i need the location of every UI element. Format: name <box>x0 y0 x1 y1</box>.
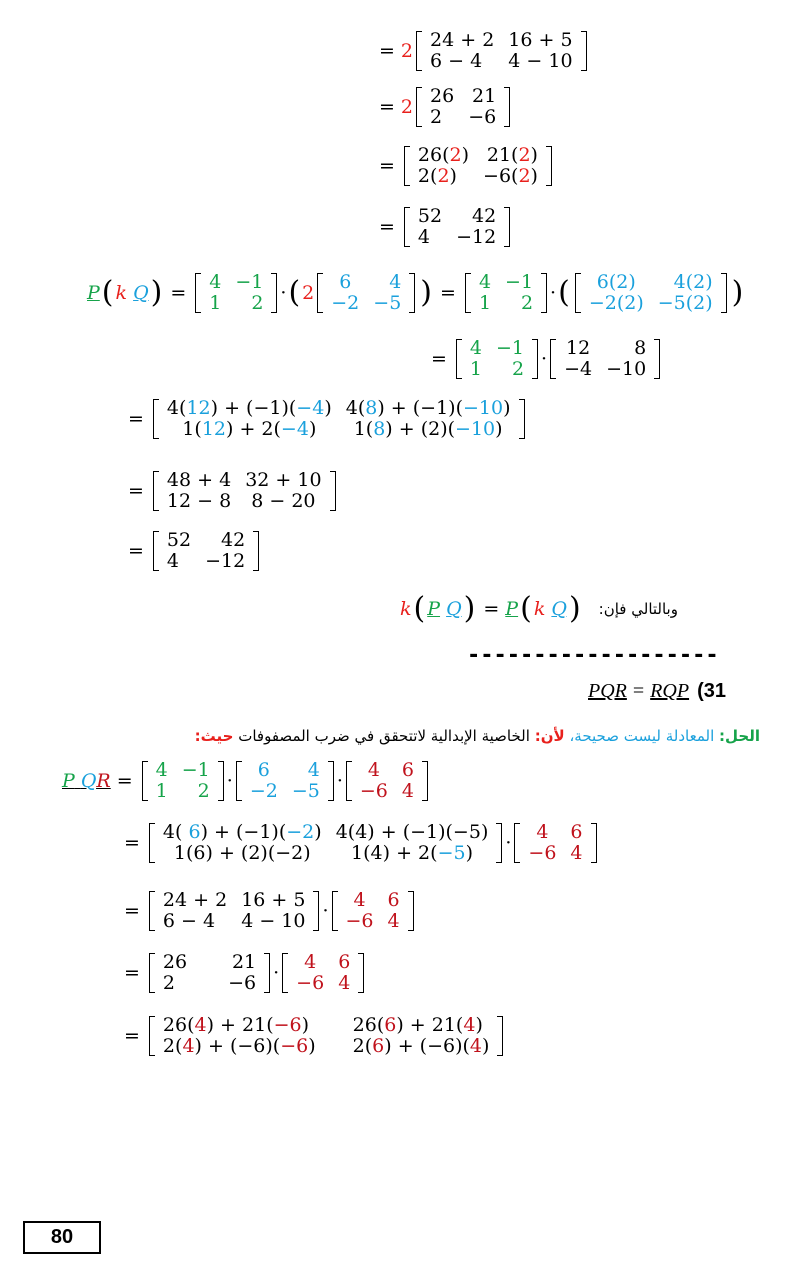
matrix-cell: 2 <box>251 292 264 314</box>
step-row-7 <box>122 398 528 440</box>
matrix-cell: 6 − 4 <box>430 50 483 72</box>
matrix-cell: −6(2) <box>483 165 538 187</box>
dot-operator: · <box>280 282 287 304</box>
matrix-cell: 2 <box>430 106 443 128</box>
paren-open: ( <box>520 591 532 626</box>
matrix-cell: 8 <box>634 337 647 359</box>
matrix-cell: 12 − 8 <box>166 490 232 512</box>
matrix-cell: 26(6) + 21(4) <box>352 1014 483 1036</box>
matrix-cell: 6 <box>338 951 351 973</box>
conclusion-label: وبالتالي فإن: <box>598 600 678 618</box>
matrix-cell: 4 − 10 <box>508 50 573 72</box>
because-label: لأن: <box>534 727 565 745</box>
matrix-cell: 1 <box>478 292 492 314</box>
matrix-cell: 4 <box>209 271 222 293</box>
matrix-cell: 52 <box>166 529 192 551</box>
solution-row-3 <box>118 890 417 932</box>
matrix-cell: 24 + 2 <box>430 29 495 51</box>
page-number: 80 <box>23 1221 101 1254</box>
matrix-cell: 48 + 4 <box>166 469 232 491</box>
matrix-p <box>456 338 538 380</box>
matrix-cell: −2 <box>331 292 360 314</box>
matrix-cell: 4 <box>570 842 583 864</box>
problem-lhs: PQR <box>588 680 627 702</box>
paren-open: ( <box>413 591 426 626</box>
paren-close: ) <box>731 275 744 310</box>
matrix-cell: 6 <box>339 271 352 293</box>
matrix-cell: 6 <box>257 759 270 781</box>
paren-open: ( <box>101 275 114 310</box>
matrix-kq <box>575 272 727 314</box>
var-k: k <box>400 598 412 620</box>
step-row-4 <box>373 206 513 248</box>
equals-sign: = <box>440 282 456 304</box>
matrix-cell: 4 <box>478 271 492 293</box>
matrix-cell: 12 <box>565 337 591 359</box>
paren-close: ) <box>150 275 163 310</box>
equals-sign: = <box>379 155 395 177</box>
matrix-cell: 32 + 10 <box>245 469 322 491</box>
where-label: حيث: <box>194 727 234 745</box>
solution-row-1 <box>62 760 431 802</box>
problem-number: (31 <box>697 680 726 702</box>
dot-operator: · <box>322 900 329 922</box>
var-p: P <box>427 598 441 620</box>
paren-open: ( <box>558 275 570 310</box>
solution-row-2 <box>118 822 600 864</box>
matrix-cell: 4 <box>307 759 320 781</box>
paren-close: ) <box>568 591 581 626</box>
matrix-cell: 2(6) + (−6)(4) <box>352 1035 490 1057</box>
dot-operator: · <box>505 832 512 854</box>
matrix-cell: 52 <box>417 205 443 227</box>
var-p: P <box>87 282 100 304</box>
var-k: k <box>115 282 128 304</box>
matrix-r <box>514 822 596 864</box>
equals-sign: = <box>124 832 140 854</box>
equals-sign: = <box>116 770 133 792</box>
equals-sign: = <box>124 962 140 984</box>
matrix-cell: 26(2) <box>417 144 470 166</box>
matrix-cell: 1(6) + (2)(−2) <box>173 842 311 864</box>
matrix-cell: 4 <box>338 972 351 994</box>
matrix-cell: 1(8) + (2)(−10) <box>353 418 503 440</box>
equals-sign: = <box>379 216 395 238</box>
matrix <box>416 86 510 128</box>
matrix-cell: 4 <box>417 226 431 248</box>
matrix-cell: 6 <box>570 821 583 843</box>
matrix-cell: 2(4) + (−6)(−6) <box>162 1035 316 1057</box>
scalar: 2 <box>400 40 414 62</box>
matrix-cell: 21(2) <box>486 144 538 166</box>
matrix-cell: 4(4) + (−1)(−5) <box>335 821 489 843</box>
equals-sign: = <box>124 900 140 922</box>
matrix-cell: 4 <box>401 780 414 802</box>
matrix-cell: −6 <box>528 842 557 864</box>
paren-open: ( <box>288 275 301 310</box>
matrix-p <box>195 272 277 314</box>
var-q: Q <box>446 598 462 620</box>
matrix-cell: 4 <box>536 821 549 843</box>
matrix-cell: 4 <box>469 337 483 359</box>
matrix-cell: 26 <box>430 85 455 107</box>
matrix-cell: 1(4) + 2(−5) <box>351 842 473 864</box>
matrix-cell: −1 <box>496 337 525 359</box>
matrix-p <box>465 272 547 314</box>
equals-sign: = <box>128 408 144 430</box>
matrix <box>550 338 660 380</box>
matrix-cell: −5(2) <box>657 292 713 314</box>
matrix-cell: 2 <box>197 780 210 802</box>
matrix-cell: 21 <box>472 85 497 107</box>
step-row-9 <box>122 530 262 572</box>
problem-31 <box>588 680 726 703</box>
matrix-cell: 4 <box>304 951 317 973</box>
matrix <box>149 952 270 994</box>
matrix <box>416 30 587 72</box>
step-row-5 <box>87 272 745 314</box>
matrix-cell: −6 <box>228 972 257 994</box>
matrix-cell: −6 <box>468 106 497 128</box>
paren-close: ) <box>420 275 433 310</box>
matrix-cell: 6 − 4 <box>162 910 216 932</box>
matrix-cell: 4( 6) + (−1)(−2) <box>162 821 322 843</box>
matrix-cell: 4 <box>387 910 400 932</box>
matrix-cell: −4 <box>564 358 593 380</box>
expression-pqr: P QR <box>62 770 111 792</box>
solution-row-5 <box>118 1015 506 1057</box>
matrix <box>149 890 320 932</box>
matrix-cell: 4 − 10 <box>241 910 306 932</box>
matrix-cell: −6 <box>345 910 374 932</box>
conclusion-row <box>400 591 678 626</box>
equals-sign: = <box>379 40 395 62</box>
matrix <box>153 470 336 512</box>
matrix-cell: 26 <box>162 951 188 973</box>
matrix-cell: 4(12) + (−1)(−4) <box>166 397 332 419</box>
var-q: Q <box>551 598 567 620</box>
matrix-cell: 42 <box>472 205 497 227</box>
dot-operator: · <box>550 282 557 304</box>
matrix-cell: 2(2) <box>417 165 457 187</box>
matrix-cell: −6 <box>359 780 388 802</box>
matrix-cell: −2 <box>249 780 278 802</box>
solution-text <box>195 727 760 745</box>
solution-label: الحل: <box>719 727 760 745</box>
matrix-cell: 6 <box>387 889 400 911</box>
matrix-p <box>142 760 224 802</box>
matrix-cell: 26(4) + 21(−6) <box>162 1014 310 1036</box>
matrix-cell: 4 <box>367 759 380 781</box>
var-p: P <box>505 598 519 620</box>
matrix-r <box>282 952 364 994</box>
dot-operator: · <box>336 770 343 792</box>
equals-sign: = <box>431 348 447 370</box>
solution-reason: الخاصية الإبدالية لاتتحقق في ضرب المصفوفات <box>238 727 530 745</box>
matrix-cell: −1 <box>181 759 210 781</box>
matrix-cell: 21 <box>231 951 257 973</box>
equals-sign: = <box>632 680 645 702</box>
matrix <box>149 822 502 864</box>
matrix-cell: 2 <box>520 292 534 314</box>
dot-operator: · <box>273 962 280 984</box>
matrix-cell: 1(12) + 2(−4) <box>182 418 317 440</box>
equals-sign: = <box>170 282 187 304</box>
matrix-cell: 42 <box>221 529 246 551</box>
matrix-r <box>346 760 428 802</box>
matrix-cell: 4(8) + (−1)(−10) <box>345 397 511 419</box>
matrix-cell: −12 <box>205 550 246 572</box>
matrix-cell: 4 <box>166 550 180 572</box>
matrix-cell: −5 <box>373 292 402 314</box>
matrix-cell: 2 <box>162 972 176 994</box>
solution-row-4 <box>118 952 367 994</box>
matrix-cell: −6 <box>296 972 325 994</box>
matrix-cell: −1 <box>505 271 534 293</box>
matrix-cell: −10 <box>606 358 647 380</box>
var-k: k <box>533 598 546 620</box>
matrix-r <box>332 890 414 932</box>
matrix-cell: 16 + 5 <box>241 889 306 911</box>
problem-rhs: RQP <box>650 680 690 702</box>
matrix <box>404 206 510 248</box>
matrix-cell: 4 <box>389 271 402 293</box>
dot-operator: · <box>226 770 233 792</box>
matrix-cell: −1 <box>235 271 264 293</box>
equals-sign: = <box>124 1025 140 1047</box>
step-row-1 <box>373 30 590 72</box>
step-row-3 <box>373 145 555 187</box>
matrix-cell: 6 <box>401 759 414 781</box>
matrix-cell: 1 <box>209 292 222 314</box>
scalar: 2 <box>302 282 315 304</box>
solution-statement: المعادلة ليست صحيحة، <box>569 727 715 745</box>
matrix-cell: 4(2) <box>673 271 713 293</box>
matrix-q <box>317 272 415 314</box>
equals-sign: = <box>483 598 500 620</box>
matrix <box>149 1015 504 1057</box>
paren-close: ) <box>463 591 476 626</box>
matrix-cell: −2(2) <box>588 292 644 314</box>
equals-sign: = <box>128 480 144 502</box>
matrix-cell: 4 <box>353 889 366 911</box>
step-row-2 <box>373 86 513 128</box>
matrix-q <box>236 760 334 802</box>
matrix <box>153 530 259 572</box>
matrix-cell: 6(2) <box>596 271 636 293</box>
matrix-cell: 1 <box>469 358 483 380</box>
scalar: 2 <box>400 96 414 118</box>
step-row-8 <box>122 470 339 512</box>
equals-sign: = <box>128 540 144 562</box>
var-q: Q <box>133 282 149 304</box>
matrix-cell: −12 <box>456 226 497 248</box>
matrix-cell: 1 <box>155 780 168 802</box>
matrix-cell: −5 <box>291 780 320 802</box>
matrix-cell: 2 <box>511 358 525 380</box>
matrix-cell: 24 + 2 <box>162 889 228 911</box>
matrix <box>404 145 552 187</box>
dot-operator: · <box>541 348 548 370</box>
matrix-cell: 8 − 20 <box>251 490 316 512</box>
matrix <box>153 398 525 440</box>
matrix-cell: 16 + 5 <box>508 29 573 51</box>
equals-sign: = <box>379 96 395 118</box>
separator: ------------------- <box>467 643 719 668</box>
matrix-cell: 4 <box>155 759 168 781</box>
step-row-6 <box>425 338 663 380</box>
